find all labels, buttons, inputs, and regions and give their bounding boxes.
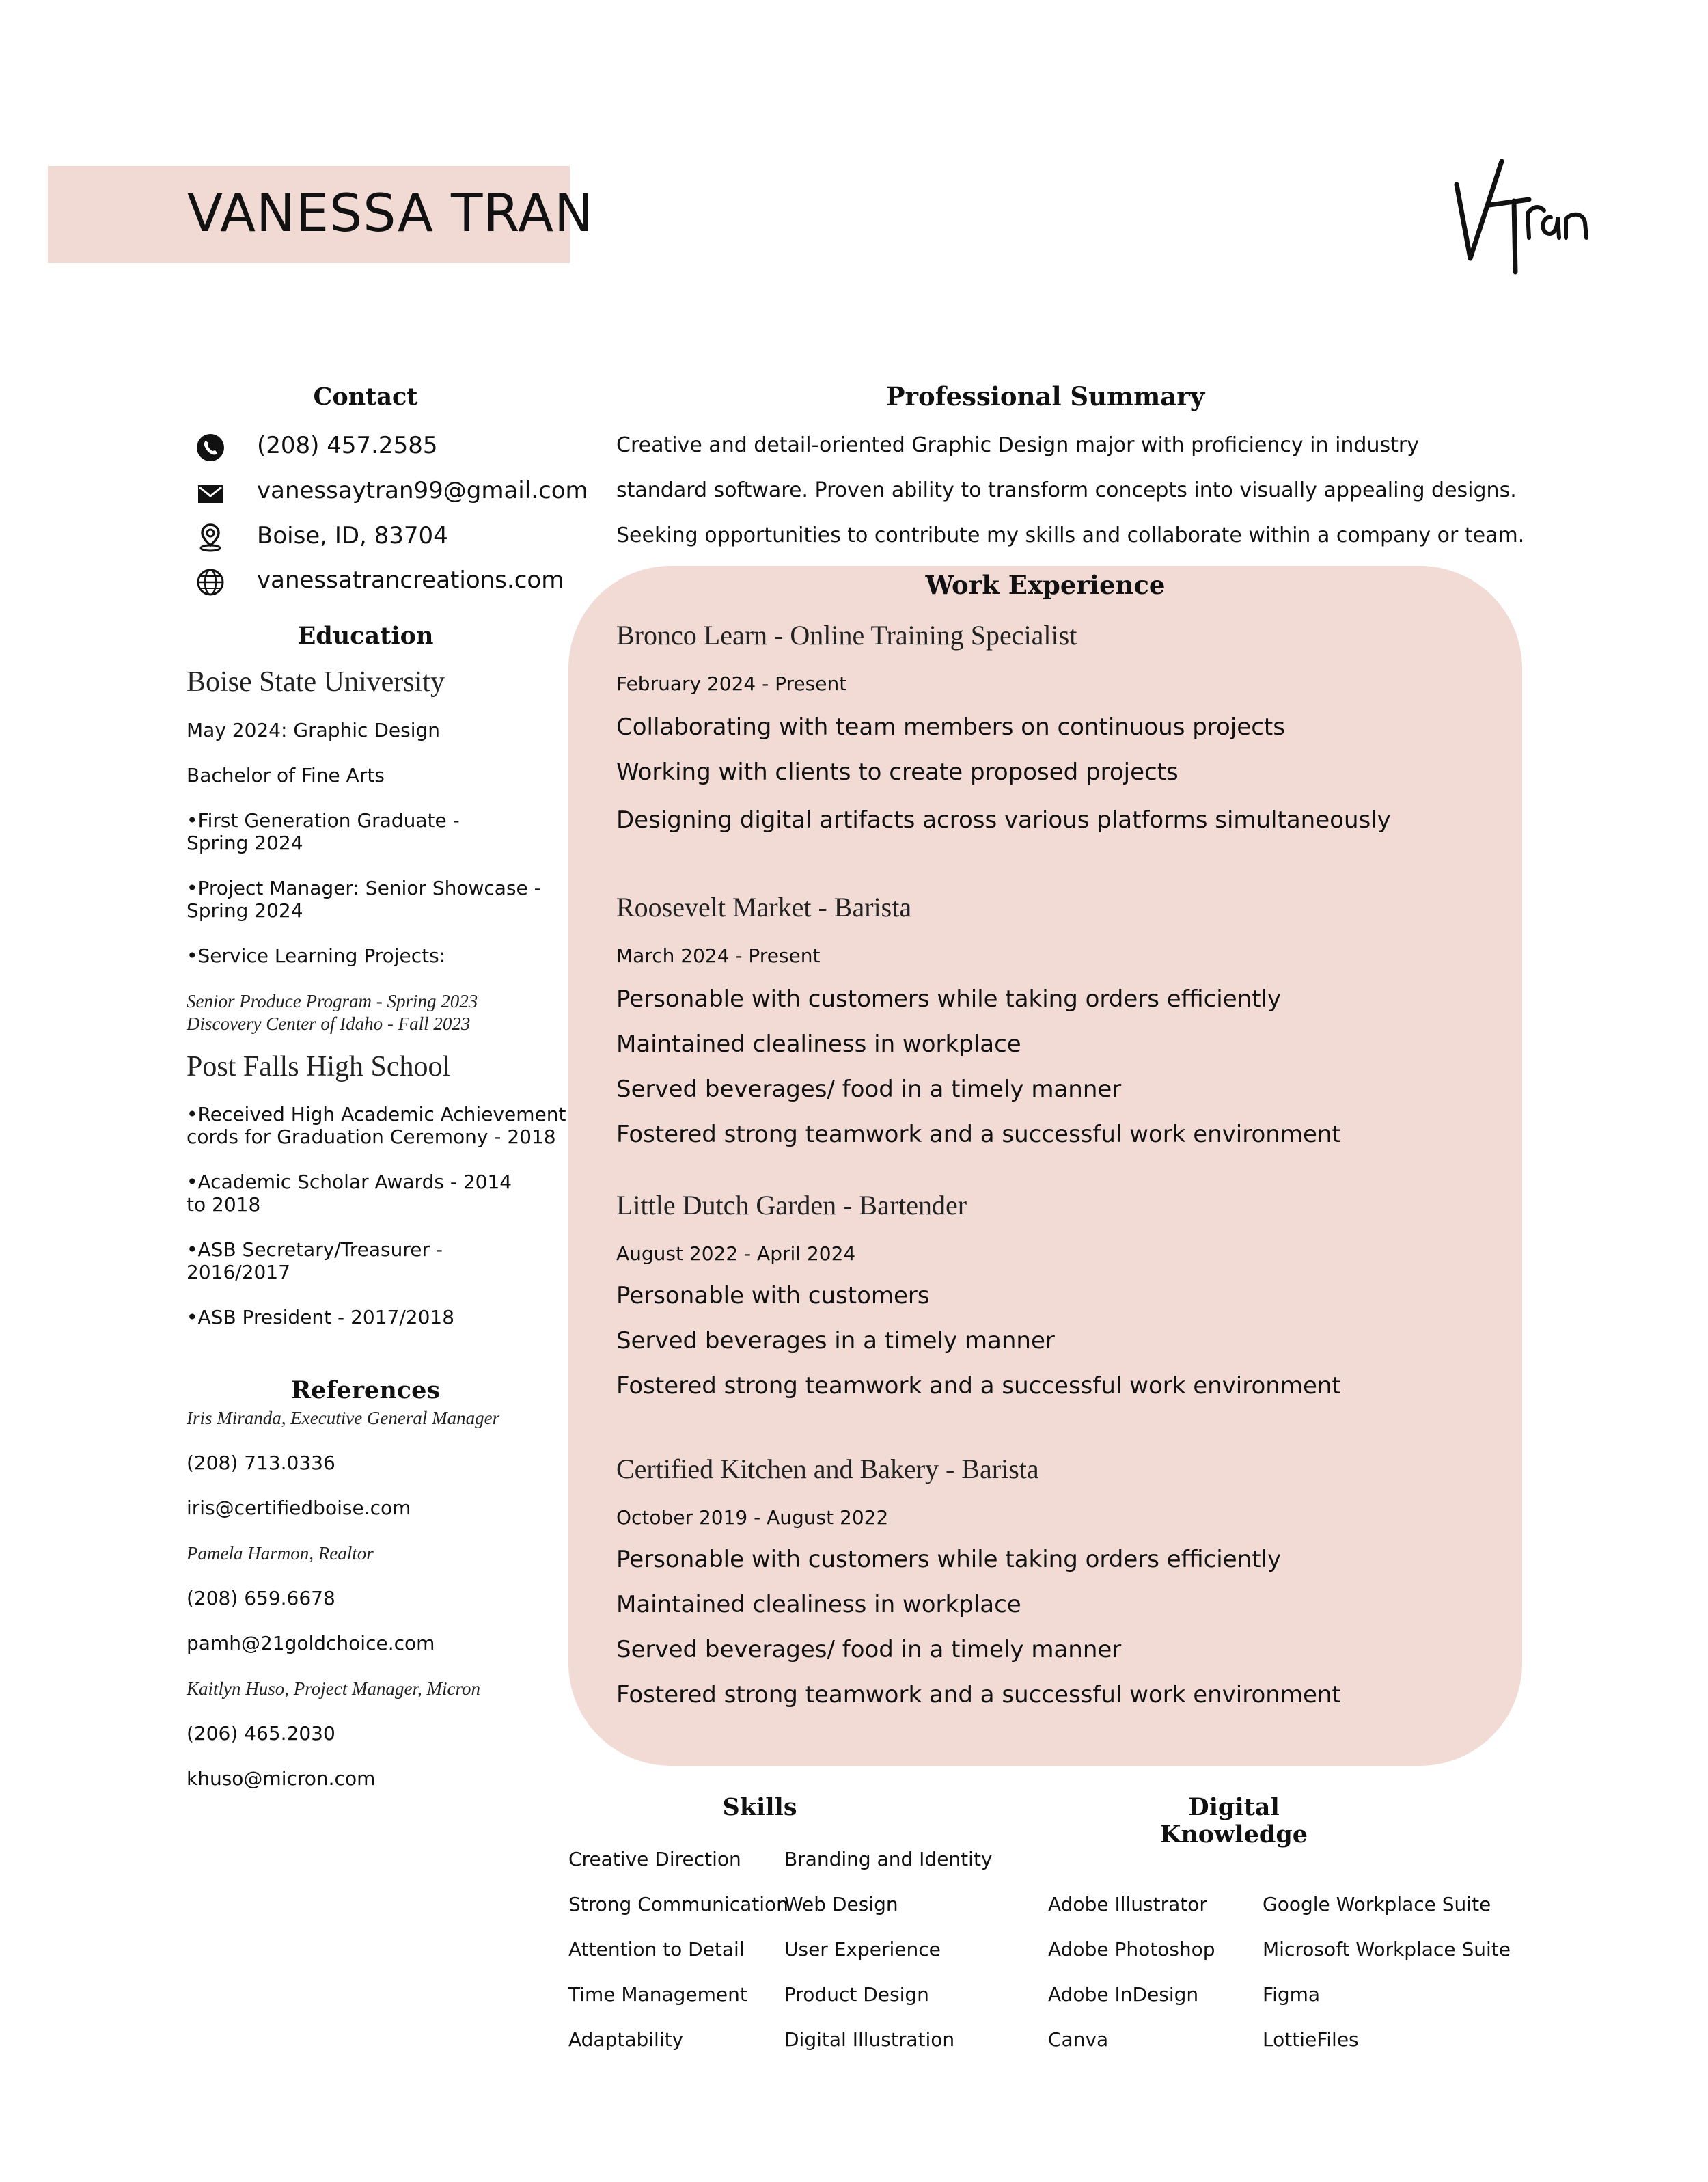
skill-9: Product Design — [784, 1983, 929, 2006]
hs-bullet-4: •ASB President - 2017/2018 — [187, 1306, 455, 1328]
job-1-item-2: Working with clients to create proposed projects — [616, 759, 1179, 786]
tool-5: Google Workplace Suite — [1263, 1893, 1491, 1915]
school-boise-state: Boise State University — [187, 666, 445, 698]
job-1-dates: February 2024 - Present — [616, 672, 847, 695]
contact-website[interactable]: vanessatrancreations.com — [257, 567, 564, 594]
tool-4: Canva — [1048, 2028, 1109, 2051]
reference-3-name: Kaitlyn Huso, Project Manager, Micron — [187, 1678, 480, 1699]
skill-10: Digital Illustration — [784, 2028, 955, 2051]
reference-2-email[interactable]: pamh@21goldchoice.com — [187, 1632, 435, 1654]
contact-email[interactable]: vanessaytran99@gmail.com — [257, 477, 588, 504]
reference-3-email[interactable]: khuso@micron.com — [187, 1767, 376, 1790]
summary-heading: Professional Summary — [885, 381, 1205, 411]
summary-line-3: Seeking opportunities to contribute my skills and collaborate within a company or team. — [616, 523, 1525, 547]
job-4-item-1: Personable with customers while taking orders efficiently — [616, 1546, 1282, 1573]
job-4-title: Certified Kitchen and Bakery - Barista — [616, 1454, 1039, 1484]
skill-1: Creative Direction — [568, 1848, 741, 1870]
edu-bullet-1-line2: Spring 2024 — [187, 832, 303, 854]
edu-bullet-2-line2: Spring 2024 — [187, 899, 303, 922]
full-name: VANESSA TRAN — [187, 182, 594, 243]
project-2: Discovery Center of Idaho - Fall 2023 — [187, 1013, 471, 1034]
job-3-item-2: Served beverages in a timely manner — [616, 1327, 1055, 1354]
job-2-item-1: Personable with customers while taking orders efficiently — [616, 985, 1282, 1013]
phone-icon — [195, 433, 225, 463]
reference-2-phone[interactable]: (208) 659.6678 — [187, 1587, 335, 1609]
skill-7: Web Design — [784, 1893, 898, 1915]
job-3-dates: August 2022 - April 2024 — [616, 1242, 856, 1265]
tool-1: Adobe Illustrator — [1048, 1893, 1207, 1915]
skill-5: Adaptability — [568, 2028, 684, 2051]
job-1-item-1: Collaborating with team members on continuous projects — [616, 713, 1285, 741]
job-4-dates: October 2019 - August 2022 — [616, 1506, 889, 1529]
tool-8: LottieFiles — [1263, 2028, 1359, 2051]
work-experience-panel — [568, 566, 1522, 1766]
project-1: Senior Produce Program - Spring 2023 — [187, 991, 478, 1011]
summary-line-2: standard software. Proven ability to transform concepts into visually appealing designs. — [616, 478, 1517, 502]
school-post-falls: Post Falls High School — [187, 1051, 451, 1082]
mail-icon — [195, 478, 225, 508]
edu-bullet-2-line1: •Project Manager: Senior Showcase - — [187, 877, 541, 899]
summary-line-1: Creative and detail-oriented Graphic Design major with proficiency in industry — [616, 433, 1419, 457]
job-1-title: Bronco Learn - Online Training Specialist — [616, 620, 1077, 651]
skill-6: Branding and Identity — [784, 1848, 993, 1870]
job-1-item-3: Designing digital artifacts across various platforms simultaneously — [616, 806, 1391, 834]
edu-bullet-3: •Service Learning Projects: — [187, 944, 446, 967]
location-pin-icon — [195, 522, 225, 552]
job-2-item-4: Fostered strong teamwork and a successful work environment — [616, 1121, 1341, 1148]
hs-bullet-3-line1: •ASB Secretary/Treasurer - — [187, 1238, 443, 1261]
tool-6: Microsoft Workplace Suite — [1263, 1938, 1511, 1961]
job-2-title: Roosevelt Market - Barista — [616, 892, 912, 923]
skill-2: Strong Communication — [568, 1893, 788, 1915]
hs-bullet-1-line2: cords for Graduation Ceremony - 2018 — [187, 1126, 556, 1148]
reference-1-phone[interactable]: (208) 713.0336 — [187, 1451, 335, 1474]
digital-heading-line1: Digital — [1188, 1793, 1280, 1821]
hs-bullet-2-line2: to 2018 — [187, 1193, 261, 1216]
skill-3: Attention to Detail — [568, 1938, 745, 1961]
globe-icon — [195, 567, 225, 597]
reference-1-email[interactable]: iris@certifiedboise.com — [187, 1497, 411, 1519]
job-4-item-4: Fostered strong teamwork and a successful work environment — [616, 1681, 1341, 1708]
contact-heading: Contact — [313, 383, 418, 411]
hs-bullet-3-line2: 2016/2017 — [187, 1261, 290, 1283]
reference-3-phone[interactable]: (206) 465.2030 — [187, 1722, 335, 1745]
skill-8: User Experience — [784, 1938, 941, 1961]
name-banner — [48, 166, 594, 263]
job-4-item-3: Served beverages/ food in a timely manner — [616, 1636, 1122, 1663]
signature-logo — [1448, 157, 1612, 280]
hs-bullet-2-line1: •Academic Scholar Awards - 2014 — [187, 1171, 512, 1193]
contact-location: Boise, ID, 83704 — [257, 522, 448, 549]
job-2-item-3: Served beverages/ food in a timely manner — [616, 1076, 1122, 1103]
references-heading: References — [290, 1376, 441, 1404]
job-3-title: Little Dutch Garden - Bartender — [616, 1190, 967, 1220]
reference-1-name: Iris Miranda, Executive General Manager — [187, 1408, 500, 1428]
skills-heading: Skills — [722, 1793, 797, 1821]
tool-2: Adobe Photoshop — [1048, 1938, 1215, 1961]
tool-7: Figma — [1263, 1983, 1321, 2006]
education-heading: Education — [297, 622, 434, 650]
digital-heading-line2: Knowledge — [1159, 1820, 1308, 1849]
contact-phone[interactable]: (208) 457.2585 — [257, 432, 438, 459]
job-2-dates: March 2024 - Present — [616, 944, 821, 967]
tool-3: Adobe InDesign — [1048, 1983, 1199, 2006]
job-3-item-1: Personable with customers — [616, 1282, 930, 1309]
degree-type: Bachelor of Fine Arts — [187, 764, 385, 787]
reference-2-name: Pamela Harmon, Realtor — [187, 1543, 374, 1564]
hs-bullet-1-line1: •Received High Academic Achievement — [187, 1103, 566, 1126]
skill-4: Time Management — [568, 1983, 747, 2006]
degree-date: May 2024: Graphic Design — [187, 719, 441, 741]
edu-bullet-1-line1: •First Generation Graduate - — [187, 809, 460, 832]
work-heading: Work Experience — [925, 570, 1166, 600]
job-4-item-2: Maintained clealiness in workplace — [616, 1591, 1021, 1618]
job-3-item-3: Fostered strong teamwork and a successful work environment — [616, 1372, 1341, 1400]
job-2-item-2: Maintained clealiness in workplace — [616, 1031, 1021, 1058]
